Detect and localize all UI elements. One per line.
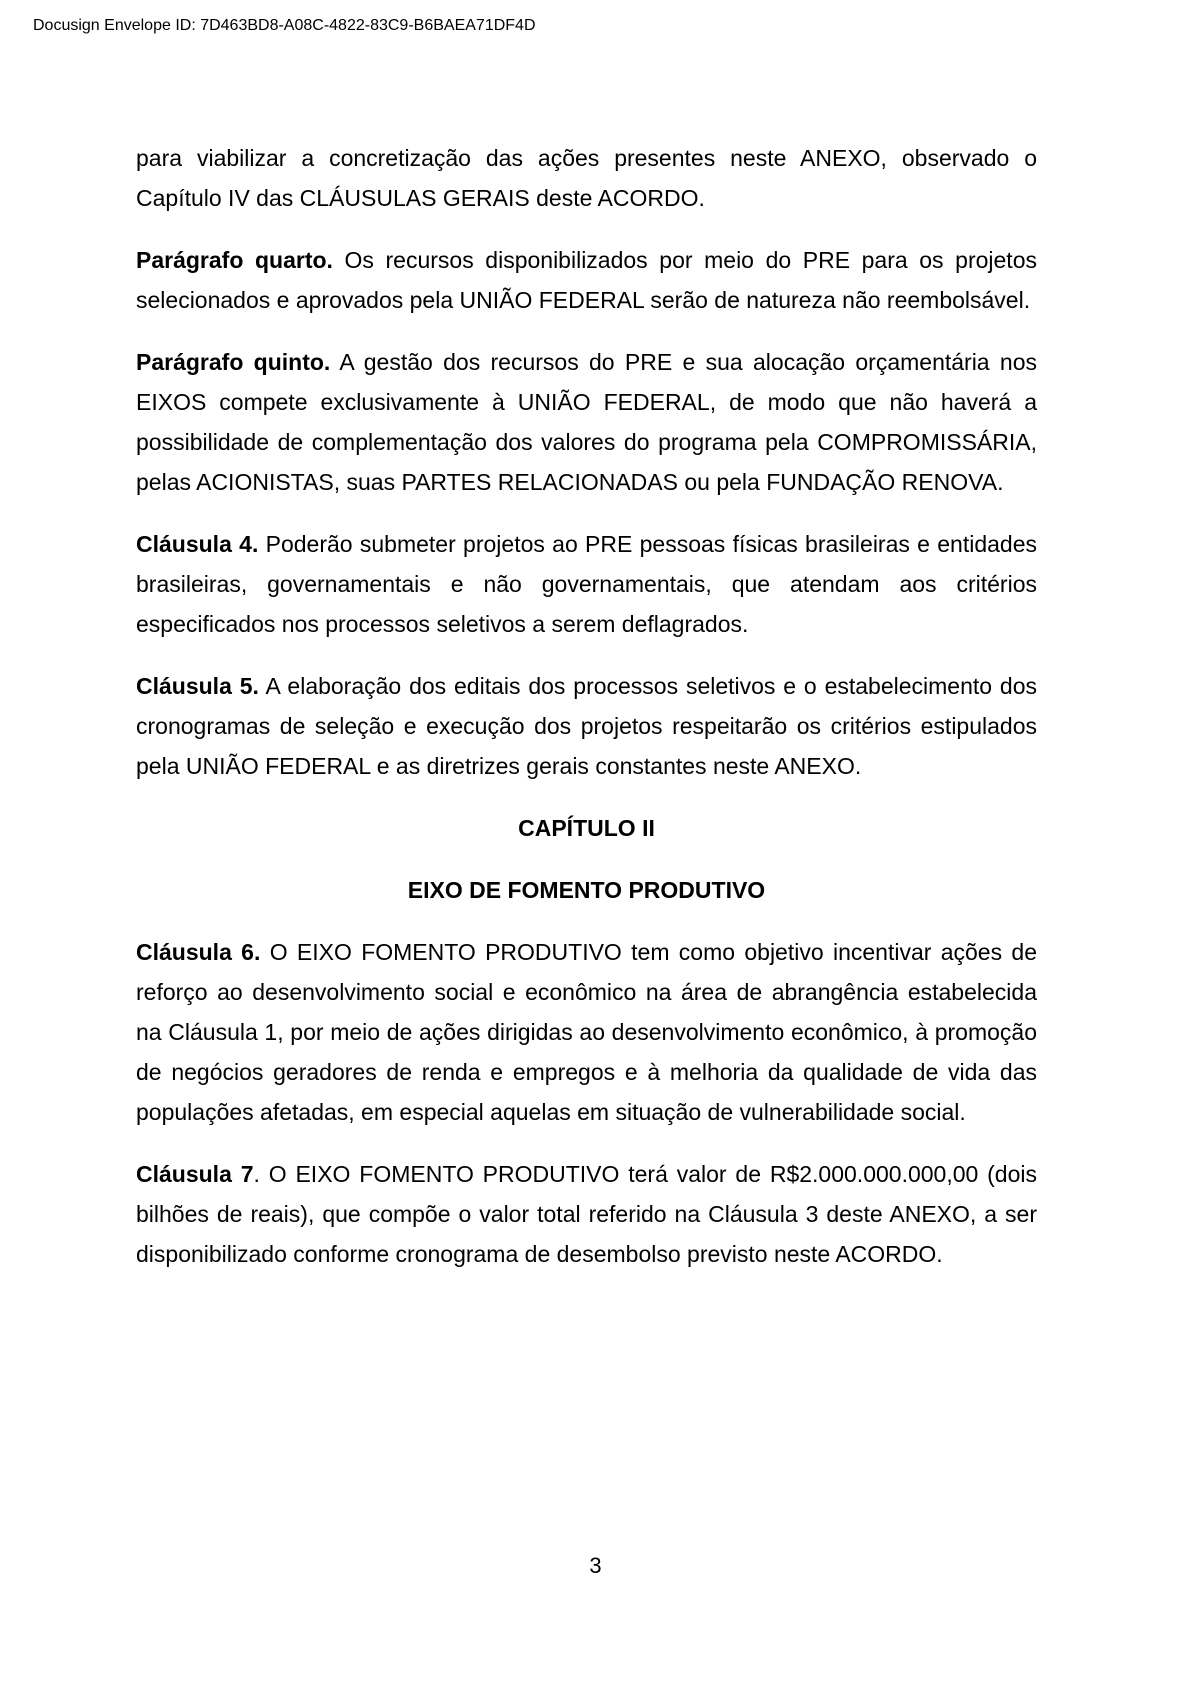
docusign-envelope-id: Docusign Envelope ID: 7D463BD8-A08C-4822-83C9-B6BAEA71DF4D — [33, 17, 536, 34]
heading-text: CAPÍTULO II — [518, 815, 655, 841]
page-number: 3 — [589, 1553, 602, 1578]
document-paragraph — [136, 524, 1037, 644]
chapter-heading — [136, 870, 1037, 910]
document-paragraph — [136, 240, 1037, 320]
paragraph-text: A gestão dos recursos do PRE e sua alocação orçamentária nos EIXOS compete exclusivamente à UNIÃO FEDERAL, de modo que não haverá a possibilidade de complementação dos valores do programa pela COMPROMISSÁRIA, pelas ACIONISTAS, suas PARTES RELACIONADAS ou pela FUNDAÇÃO RENOVA. — [136, 349, 1037, 495]
paragraph-lead: Cláusula 7 — [136, 1161, 254, 1187]
chapter-heading — [136, 808, 1037, 848]
paragraph-lead: Cláusula 6. — [136, 939, 261, 965]
document-paragraph — [136, 666, 1037, 786]
document-paragraph — [136, 138, 1037, 218]
paragraph-lead: Cláusula 4. — [136, 531, 259, 557]
paragraph-text: O EIXO FOMENTO PRODUTIVO tem como objetivo incentivar ações de reforço ao desenvolvimento social e econômico na área de abrangência estabelecida na Cláusula 1, por meio de ações dirigidas ao desenvolvimento econômico, à promoção de negócios geradores de renda e empregos e à melhoria da qualidade de vida das populações afetadas, em especial aquelas em situação de vulnerabilidade social. — [136, 939, 1038, 1125]
paragraph-lead: Cláusula 5. — [136, 673, 259, 699]
paragraph-lead: Parágrafo quarto. — [136, 247, 333, 273]
paragraph-text: . O EIXO FOMENTO PRODUTIVO terá valor de R$2.000.000.000,00 (dois bilhões de reais), que compõe o valor total referido na Cláusula 3 deste ANEXO, a ser disponibilizado conforme cronograma de desembolso previsto neste ACORDO. — [136, 1161, 1038, 1267]
heading-text: EIXO DE FOMENTO PRODUTIVO — [407, 877, 766, 903]
paragraph-text: A elaboração dos editais dos processos seletivos e o estabelecimento dos cronogramas de seleção e execução dos projetos respeitarão os critérios estipulados pela UNIÃO FEDERAL e as diretrizes gerais constantes neste ANEXO. — [136, 673, 1037, 779]
document-paragraph — [136, 932, 1037, 1132]
paragraph-lead: Parágrafo quinto. — [136, 349, 331, 375]
paragraph-text: Os recursos disponibilizados por meio do PRE para os projetos selecionados e aprovados pela UNIÃO FEDERAL serão de natureza não reembolsável. — [136, 247, 1037, 313]
document-paragraph — [136, 342, 1037, 502]
document-paragraph — [136, 1154, 1037, 1274]
paragraph-text: Poderão submeter projetos ao PRE pessoas físicas brasileiras e entidades brasileiras, governamentais e não governamentais, que atendam aos critérios especificados nos processos seletivos a serem deflagrados. — [136, 531, 1037, 637]
document-body — [136, 138, 1037, 1296]
paragraph-text: para viabilizar a concretização das ações presentes neste ANEXO, observado o Capítulo IV das CLÁUSULAS GERAIS deste ACORDO. — [136, 145, 1037, 211]
